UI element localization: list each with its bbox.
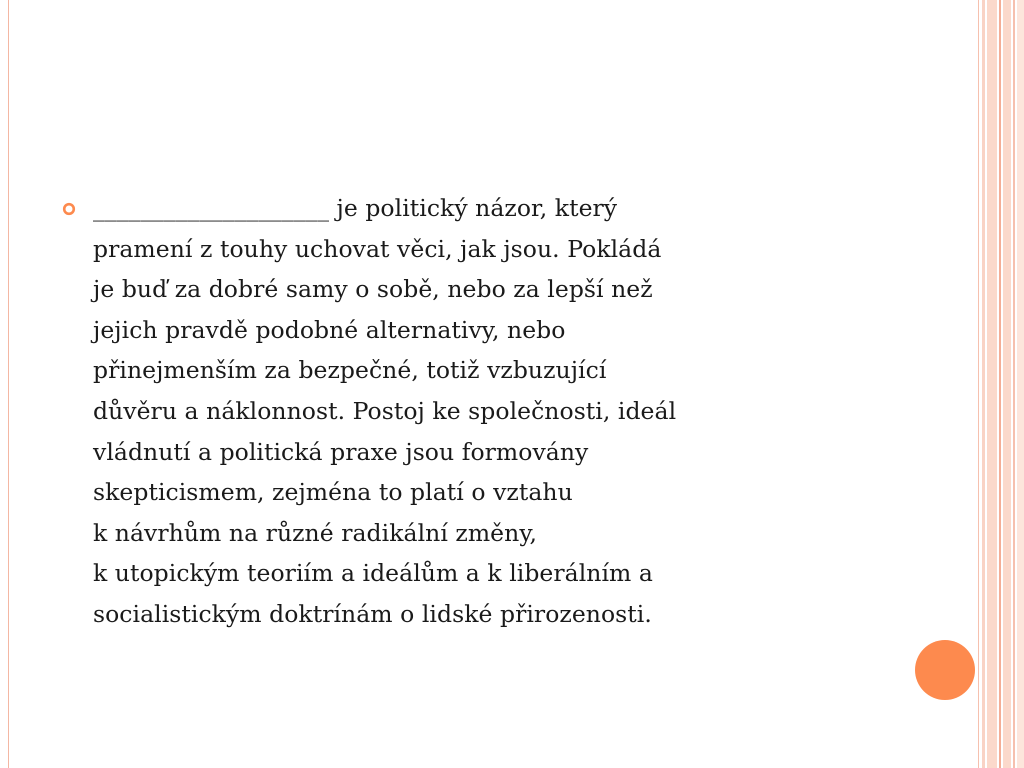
paragraph-line: socialistickým doktrínám o lidské přirozenosti. [93,599,652,628]
paragraph-line: přinejmenším za bezpečné, totiž vzbuzující [93,356,607,385]
decorative-stripe [982,0,985,768]
paragraph-line: ____________________ je politický názor, který [93,194,618,222]
paragraph-line: důvěru a náklonnost. Postoj ke společnosti, ideál [93,396,677,425]
left-border-line [8,0,9,768]
decorative-orange-circle [915,640,975,700]
decorative-stripe [978,0,979,768]
decorative-stripe [999,0,1001,768]
decorative-stripe [987,0,997,768]
paragraph-line: k návrhům na různé radikální změny, [93,518,538,547]
slide-body [62,188,862,635]
decorative-stripe [1017,0,1024,768]
paragraph-line: jejich pravdě podobné alternativy, nebo [93,315,566,344]
decorative-stripe [1013,0,1015,768]
decorative-stripe [1003,0,1011,768]
orange-ring-bullet-icon [62,202,76,216]
paragraph-line: skepticismem, zejména to platí o vztahu [93,478,573,507]
bullet-paragraph [93,188,676,635]
paragraph-line: vládnutí a politická praxe jsou formovány [93,437,589,466]
paragraph-line: k utopickým teoriím a ideálům a k liberálním a [93,559,653,588]
bullet-item [62,188,862,635]
paragraph-line: pramení z touhy uchovat věci, jak jsou. Pokládá [93,234,662,263]
paragraph-line: je buď za dobré samy o sobě, nebo za lepší než [93,275,653,304]
